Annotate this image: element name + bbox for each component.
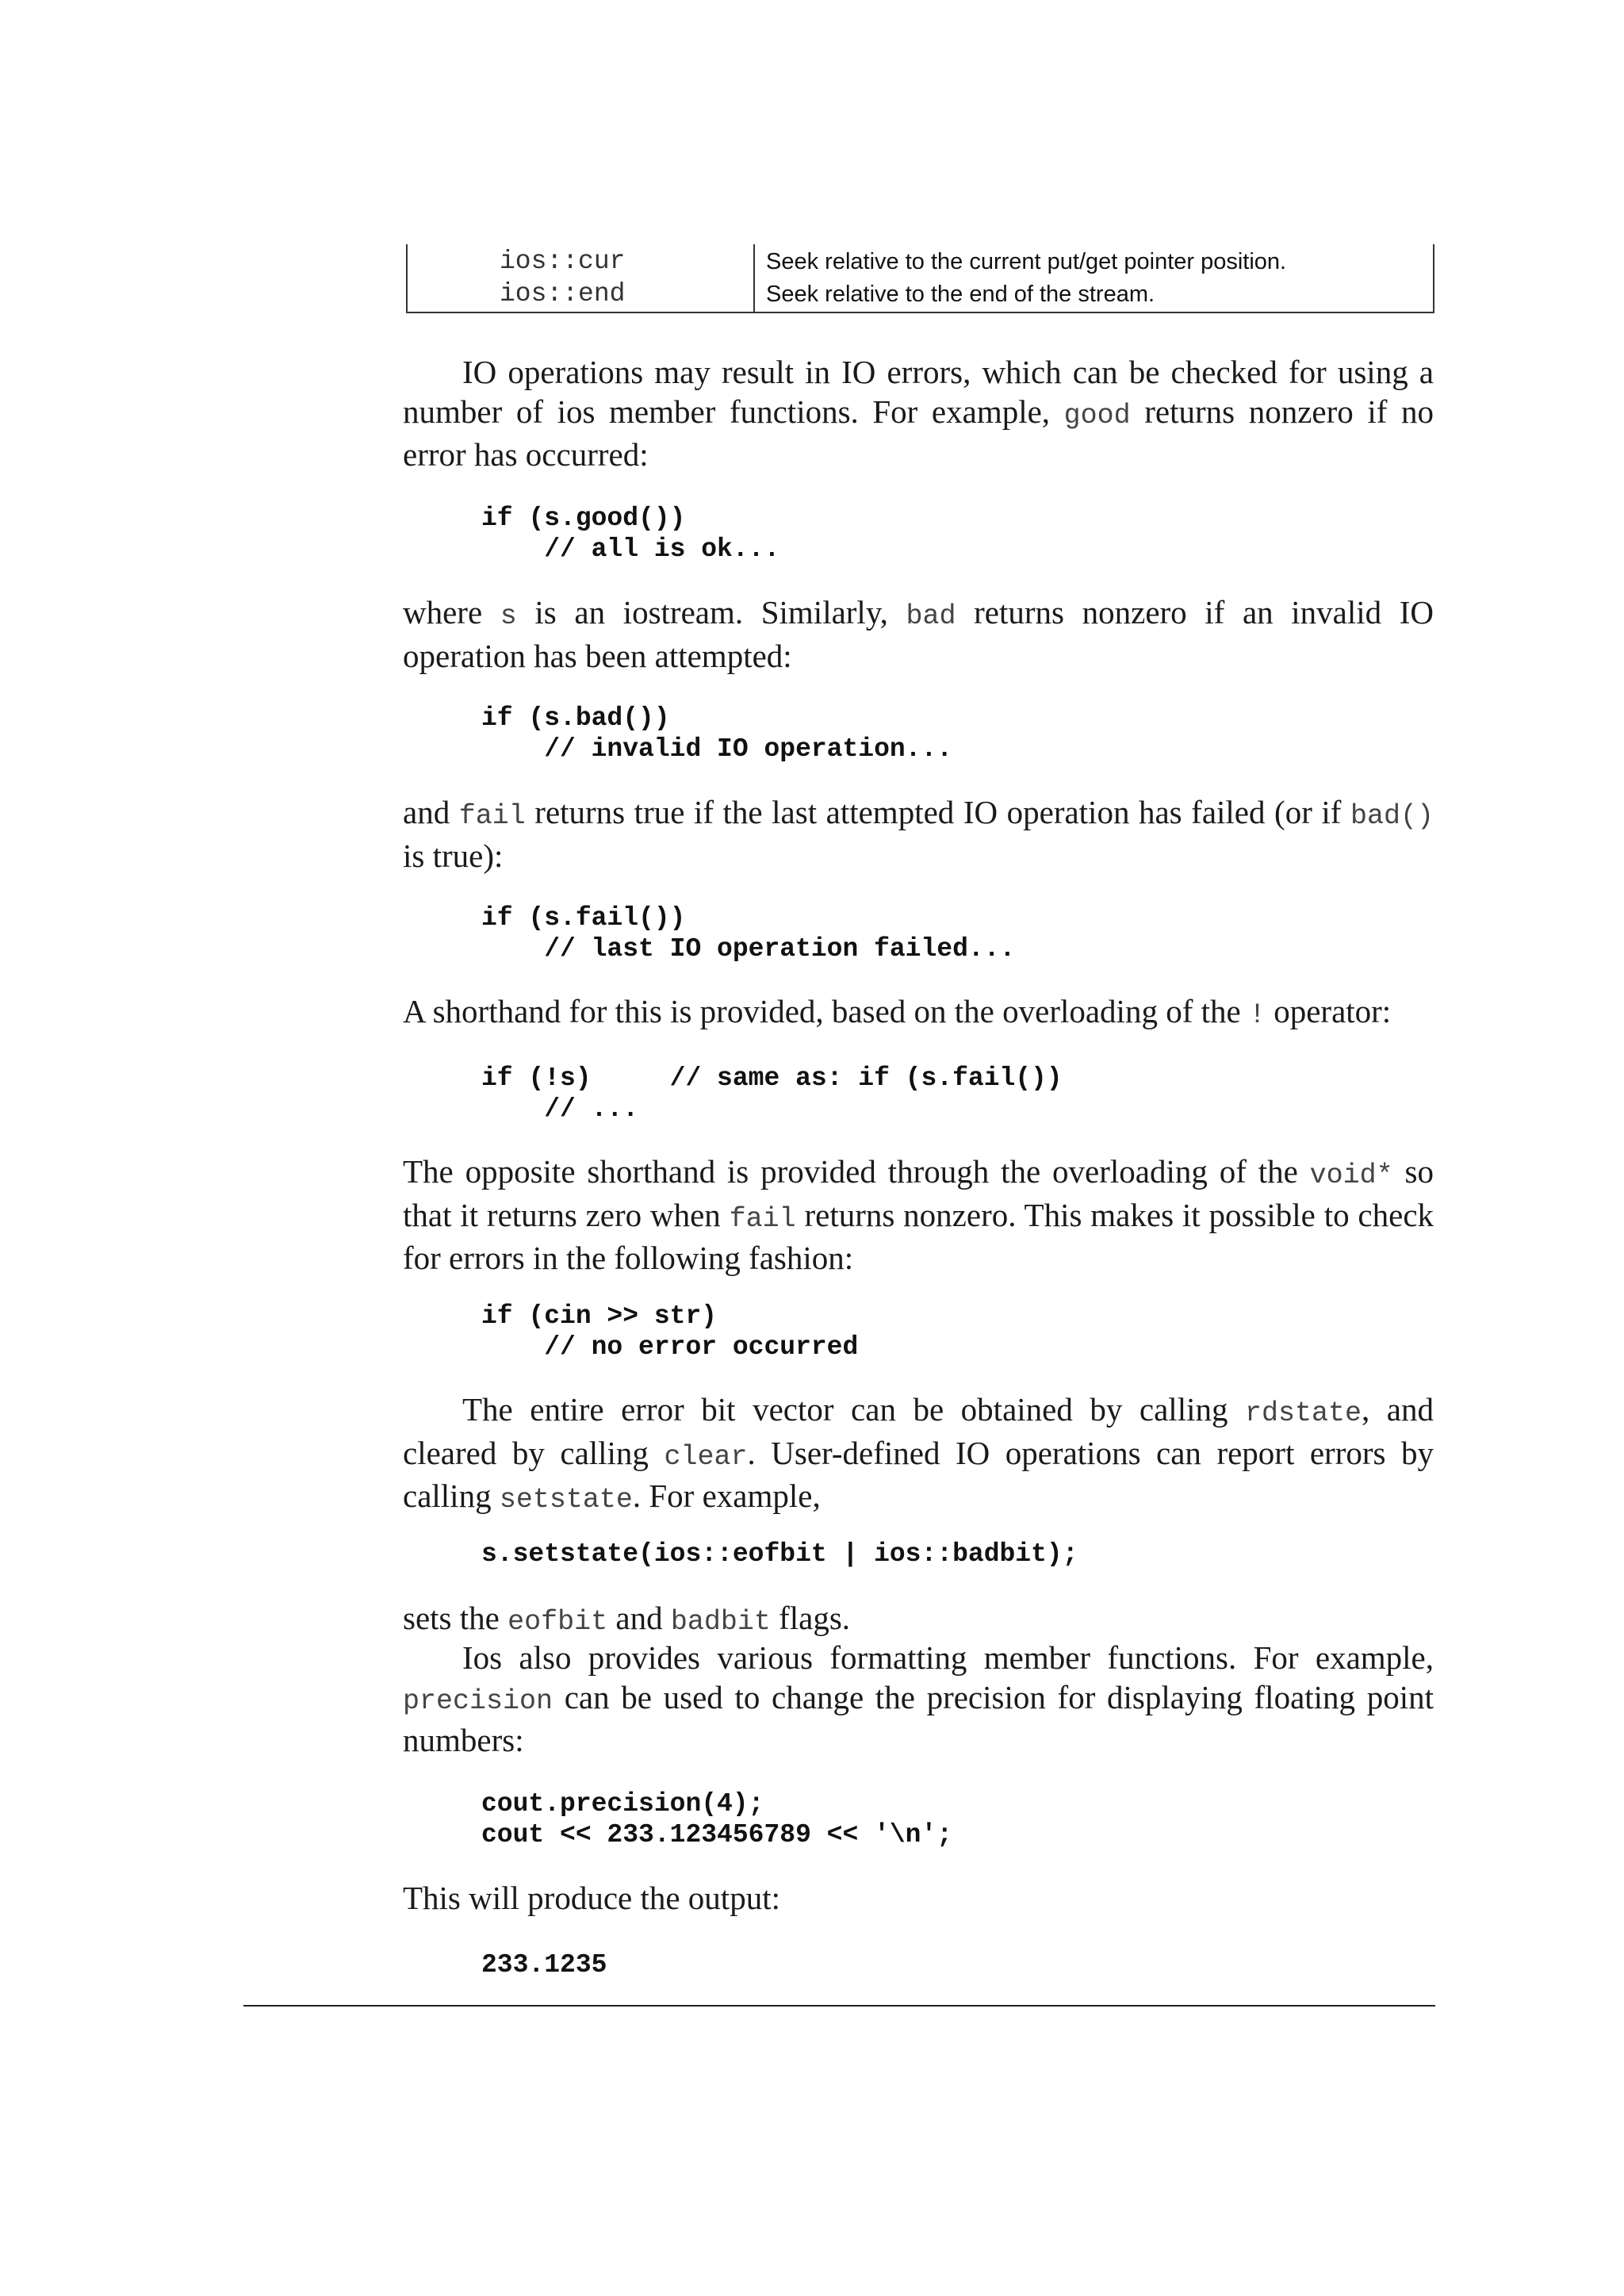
text-run: so that it returns zero when bbox=[403, 1153, 1434, 1233]
text-run: is an iostream. Similarly, bbox=[516, 594, 906, 631]
paragraph-io-errors bbox=[403, 353, 1434, 475]
inline-code: bad bbox=[906, 600, 956, 632]
table-cell-description: Seek relative to the current put/get pointer position. bbox=[766, 249, 1287, 274]
text-run: is true): bbox=[403, 837, 504, 874]
text-run: returns true if the last attempted IO operation has failed (or if bbox=[525, 794, 1350, 830]
table-cell-name: ios::end bbox=[500, 279, 626, 309]
code-block-setstate: s.setstate(ios::eofbit | ios::badbit); bbox=[481, 1539, 1078, 1569]
text-run: flags. bbox=[770, 1600, 851, 1636]
code-block-not-operator: if (!s) // same as: if (s.fail()) // ... bbox=[481, 1064, 1063, 1124]
table-row bbox=[408, 278, 1433, 310]
code-block-cin: if (cin >> str) // no error occurred bbox=[481, 1301, 859, 1362]
table-cell-description: Seek relative to the end of the stream. bbox=[766, 282, 1155, 307]
seek-direction-table bbox=[406, 244, 1434, 313]
inline-code: clear bbox=[664, 1440, 748, 1473]
inline-code: s bbox=[500, 600, 517, 632]
text-run: operator: bbox=[1265, 993, 1392, 1029]
text-run: sets the bbox=[403, 1600, 508, 1636]
text-run: The entire error bit vector can be obtained by calling bbox=[462, 1391, 1245, 1428]
text-run: where bbox=[403, 594, 500, 631]
text-run: returns nonzero. This makes it possible to check for errors in the following fashion: bbox=[403, 1196, 1434, 1276]
inline-code: fail bbox=[729, 1202, 796, 1235]
text-run: can be used to change the precision for displaying floating point numbers: bbox=[403, 1678, 1434, 1758]
text-run: . User-defined IO operations can report errors by calling bbox=[403, 1434, 1434, 1514]
code-block-fail: if (s.fail()) // last IO operation failed... bbox=[481, 903, 1016, 964]
inline-code: rdstate bbox=[1245, 1397, 1362, 1429]
table-cell-name: ios::cur bbox=[500, 247, 626, 276]
text-run: IO operations may result in IO errors, which can be checked for using a number of ios member functions. For example, bbox=[403, 354, 1434, 430]
inline-code: badbit bbox=[670, 1606, 771, 1638]
inline-code: fail bbox=[458, 800, 526, 832]
text-run: . For example, bbox=[632, 1478, 821, 1514]
inline-code: precision bbox=[403, 1685, 553, 1717]
paragraph-rdstate bbox=[403, 1390, 1434, 1520]
paragraph-void-pointer bbox=[403, 1152, 1434, 1278]
inline-code: eofbit bbox=[508, 1606, 608, 1638]
paragraph-flags bbox=[403, 1599, 1434, 1642]
code-block-output: 233.1235 bbox=[481, 1950, 607, 1980]
code-block-precision: cout.precision(4); cout << 233.123456789 << '\n'; bbox=[481, 1789, 953, 1849]
inline-code: good bbox=[1063, 399, 1131, 431]
inline-code: setstate bbox=[499, 1484, 633, 1516]
inline-code: void* bbox=[1309, 1159, 1393, 1191]
text-run: returns nonzero if no error has occurred: bbox=[403, 393, 1434, 473]
paragraph-bad bbox=[403, 593, 1434, 676]
table-row bbox=[408, 246, 1433, 278]
inline-code: ! bbox=[1248, 999, 1266, 1031]
text-run: and bbox=[607, 1600, 671, 1636]
paragraph-precision bbox=[403, 1639, 1434, 1761]
text-run: This will produce the output: bbox=[403, 1880, 780, 1916]
inline-code: bad() bbox=[1350, 800, 1434, 832]
paragraph-fail bbox=[403, 793, 1434, 876]
text-run: and bbox=[403, 794, 459, 830]
paragraph-shorthand bbox=[403, 992, 1434, 1036]
text-run: returns nonzero if an invalid IO operation has been attempted: bbox=[403, 594, 1434, 674]
text-run: The opposite shorthand is provided through the overloading of the bbox=[403, 1153, 1310, 1190]
paragraph-output bbox=[403, 1879, 1434, 1918]
code-block-bad: if (s.bad()) // invalid IO operation... bbox=[481, 703, 953, 764]
page-bottom-rule bbox=[243, 2005, 1435, 2007]
text-run: A shorthand for this is provided, based on the overloading of the bbox=[403, 993, 1249, 1029]
text-run: , and cleared by calling bbox=[403, 1391, 1434, 1471]
code-block-good: if (s.good()) // all is ok... bbox=[481, 504, 780, 564]
text-run: Ios also provides various formatting member functions. For example, bbox=[462, 1639, 1434, 1676]
